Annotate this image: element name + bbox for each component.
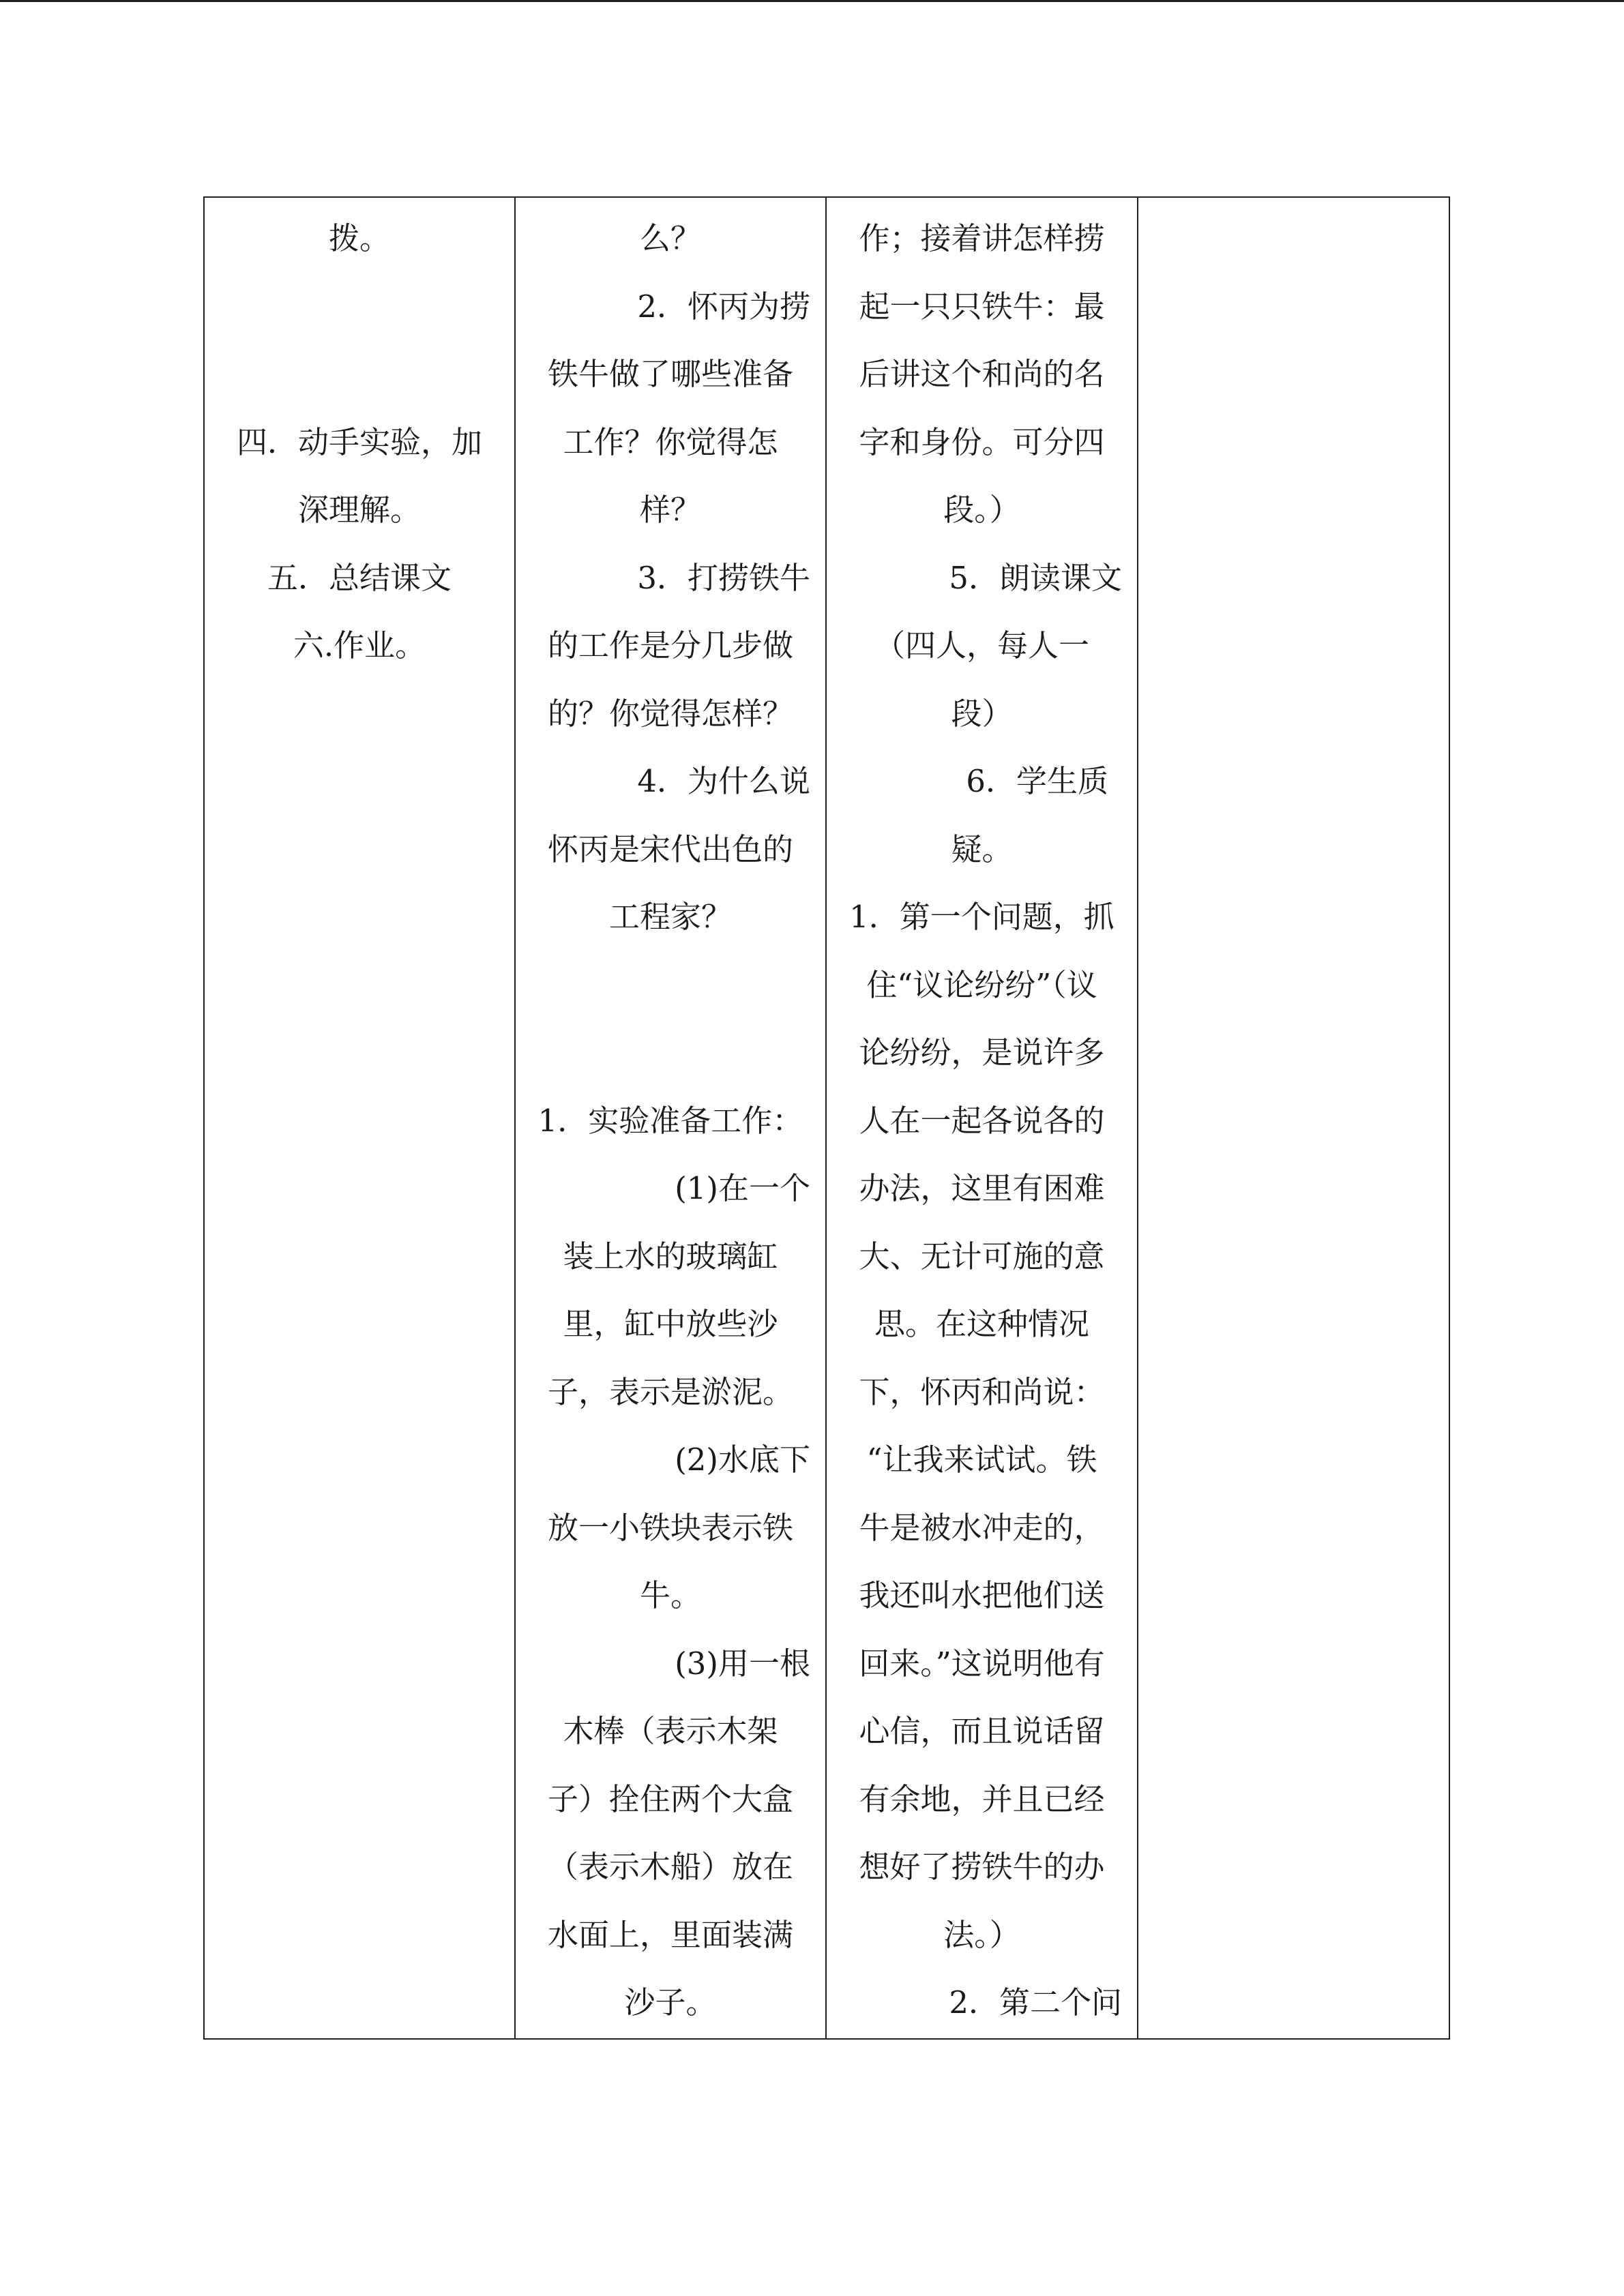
text-line: 工程家？ bbox=[608, 899, 732, 935]
text-line: （四人，每人一 bbox=[874, 627, 1089, 664]
text-line: 心信，而且说话留 bbox=[859, 1713, 1105, 1749]
text-line: 牛是被水冲走的， bbox=[859, 1509, 1105, 1546]
text-line: 3．打捞铁牛 bbox=[637, 559, 810, 596]
text-line: 想好了捞铁牛的办 bbox=[859, 1849, 1105, 1885]
text-line: 法。） bbox=[943, 1916, 1020, 1953]
questions-cell bbox=[515, 197, 826, 2039]
text-line: 6．学生质 bbox=[966, 763, 1108, 799]
lesson-plan-table bbox=[203, 196, 1450, 2040]
text-line: 后讲这个和尚的名 bbox=[859, 356, 1105, 392]
text-line: 5．朗读课文 bbox=[949, 559, 1122, 596]
text-line: (1)在一个 bbox=[675, 1170, 810, 1206]
text-line: 2．第二个问 bbox=[949, 1984, 1122, 2021]
text-line: 住“议论纷纷”（议 bbox=[866, 966, 1097, 1003]
text-line: 牛。 bbox=[639, 1577, 701, 1613]
text-line: 段） bbox=[951, 695, 1013, 732]
text-line: 么？ bbox=[639, 220, 701, 256]
text-line: (2)水底下 bbox=[675, 1442, 810, 1478]
text-line: 论纷纷，是说许多 bbox=[859, 1034, 1105, 1071]
text-line: 工作？你觉得怎 bbox=[563, 423, 778, 460]
text-line: 思。在这种情况 bbox=[874, 1306, 1089, 1342]
text-line: 木棒（表示木架 bbox=[563, 1713, 778, 1749]
text-line: 怀丙是宋代出色的 bbox=[547, 831, 793, 867]
text-line: 下，怀丙和尚说： bbox=[859, 1373, 1105, 1410]
text-line: (3)用一根 bbox=[675, 1645, 810, 1682]
text-line: 有余地，并且已经 bbox=[859, 1780, 1105, 1817]
page-top-border bbox=[0, 0, 1624, 2]
text-line: 子）拴住两个大盒 bbox=[547, 1780, 793, 1817]
text-line: 里，缸中放些沙 bbox=[563, 1306, 778, 1342]
spacer bbox=[531, 1019, 810, 1087]
text-line: 段。） bbox=[943, 492, 1020, 528]
spacer bbox=[220, 340, 499, 408]
text-line: 四．动手实验，加 bbox=[236, 423, 482, 460]
text-line: 办法，这里有困难 bbox=[859, 1170, 1105, 1206]
text-line: 五．总结课文 bbox=[267, 559, 452, 596]
text-line: 大、无计可施的意 bbox=[859, 1238, 1105, 1274]
text-line: 的工作是分几步做 bbox=[547, 627, 793, 664]
teaching-steps-cell bbox=[204, 197, 515, 2039]
text-line: 沙子。 bbox=[624, 1984, 717, 2021]
spacer bbox=[531, 951, 810, 1019]
text-line: 子，表示是淤泥。 bbox=[547, 1373, 793, 1410]
text-line: 深理解。 bbox=[297, 492, 421, 528]
text-line: 回来。”这说明他有 bbox=[859, 1645, 1105, 1682]
text-line: 1．第一个问题，抓 bbox=[849, 899, 1114, 935]
text-line: 装上水的玻璃缸 bbox=[563, 1238, 778, 1274]
text-line: “让我来试试。铁 bbox=[866, 1442, 1097, 1478]
text-line: 作；接着讲怎样捞 bbox=[859, 220, 1105, 256]
text-line: 疑。 bbox=[951, 831, 1013, 867]
table-row bbox=[204, 197, 1449, 2039]
text-line: 人在一起各说各的 bbox=[859, 1102, 1105, 1139]
text-line: 水面上，里面装满 bbox=[547, 1916, 793, 1953]
text-line: 字和身份。可分四 bbox=[859, 423, 1105, 460]
text-line: 我还叫水把他们送 bbox=[859, 1577, 1105, 1613]
text-line: 样？ bbox=[639, 492, 701, 528]
text-line: 拨。 bbox=[328, 220, 390, 256]
spacer bbox=[220, 273, 499, 341]
student-activity-cell bbox=[826, 197, 1138, 2039]
text-line: 六.作业。 bbox=[293, 627, 426, 664]
text-line: 铁牛做了哪些准备 bbox=[547, 356, 793, 392]
notes-cell bbox=[1138, 197, 1449, 2039]
text-line: 放一小铁块表示铁 bbox=[547, 1509, 793, 1546]
text-line: 4．为什么说 bbox=[637, 763, 810, 799]
text-line: 1．实验准备工作： bbox=[537, 1102, 803, 1139]
text-line: 起一只只铁牛：最 bbox=[859, 288, 1105, 325]
text-line: 的？你觉得怎样？ bbox=[547, 695, 793, 732]
text-line: （表示木船）放在 bbox=[547, 1849, 793, 1885]
text-line: 2．怀丙为捞 bbox=[637, 288, 810, 325]
